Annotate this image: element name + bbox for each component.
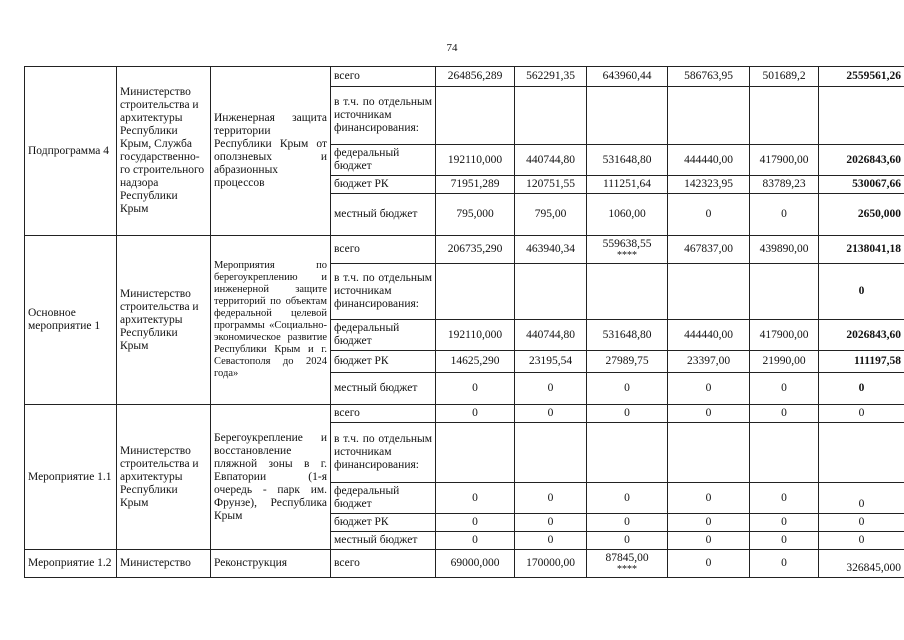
value-cell: 264856,289 [436,67,515,87]
source-cell: бюджет РК [331,176,436,194]
value-cell: 0 [515,483,587,514]
value-cell [668,87,750,145]
value-cell [515,264,587,320]
value-cell: 0 [515,405,587,423]
value-cell [668,423,750,483]
total-cell [819,87,904,145]
value-cell [587,87,668,145]
total-cell: 0 [819,514,904,532]
description-cell: Берегоукрепление и восстановление пляжной зоны в г. Евпатории (1-я очередь - парк им. Фрунзе), Республика Крым [211,405,331,550]
value-cell: 0 [750,373,819,405]
value-cell [750,264,819,320]
value-cell: 0 [750,405,819,423]
table-row [25,405,904,423]
value-cell: 142323,95 [668,176,750,194]
value-cell [436,87,515,145]
value-cell: 0 [668,550,750,578]
program-name-cell: Мероприятие 1.2 [25,550,117,578]
value-cell: 0 [750,532,819,550]
value-cell: 0 [515,373,587,405]
value-cell [587,423,668,483]
value-cell: 14625,290 [436,351,515,373]
source-cell: федеральный бюджет [331,145,436,176]
executor-cell: Министерство строительства и архитектуры Республики Крым [117,236,211,405]
value-cell: 0 [515,532,587,550]
total-cell: 2559561,26 [819,67,904,87]
value-cell: 0 [750,550,819,578]
value-text: 87845,00 [605,552,649,564]
value-cell: 795,000 [436,194,515,236]
total-cell: 2026843,60 [819,145,904,176]
value-cell [436,423,515,483]
value-cell: 444440,00 [668,320,750,351]
value-cell: 795,00 [515,194,587,236]
value-cell: 0 [587,483,668,514]
source-cell: местный бюджет [331,532,436,550]
value-cell: 0 [515,514,587,532]
value-cell: 206735,290 [436,236,515,264]
value-cell: 71951,289 [436,176,515,194]
value-cell: 0 [587,405,668,423]
total-cell: 2138041,18 [819,236,904,264]
value-cell: 0 [436,532,515,550]
description-cell: Мероприятия по берегоукреплению и инженерной защите территорий по объектам федеральной целевой программы «Социально-экономическое развитие Республики Крым и г. Севастополя до 2024 года» [211,236,331,405]
total-cell: 2650,000 [819,194,904,236]
source-cell: федеральный бюджет [331,320,436,351]
source-cell: федеральный бюджет [331,483,436,514]
source-cell: в т.ч. по отдельным источникам финансирования: [331,264,436,320]
value-cell: 23397,00 [668,351,750,373]
value-cell: 0 [587,514,668,532]
source-cell: в т.ч. по отдельным источникам финансирования: [331,87,436,145]
executor-cell: Министерство [117,550,211,578]
value-cell: 417900,00 [750,320,819,351]
table-row [25,550,904,578]
total-cell: 2026843,60 [819,320,904,351]
total-cell: 530067,66 [819,176,904,194]
description-cell: Инженерная защита территории Республики Крым от оползневых и абразионных процессов [211,67,331,236]
value-cell: 0 [668,194,750,236]
source-cell: всего [331,405,436,423]
source-cell: местный бюджет [331,373,436,405]
value-cell: 643960,44 [587,67,668,87]
value-cell: 23195,54 [515,351,587,373]
value-cell: 0 [436,514,515,532]
value-cell: 170000,00 [515,550,587,578]
total-cell: 0 [819,483,904,514]
source-cell: бюджет РК [331,351,436,373]
description-cell: Реконструкция [211,550,331,578]
value-cell [668,264,750,320]
total-cell: 0 [819,264,904,320]
value-cell [436,264,515,320]
value-cell: 467837,00 [668,236,750,264]
total-cell: 111197,58 [819,351,904,373]
total-cell: 326845,000 [819,550,904,578]
value-cell: 21990,00 [750,351,819,373]
value-cell: 0 [750,514,819,532]
value-text: 559638,55 [602,238,652,250]
value-cell: 0 [436,483,515,514]
program-name-cell: Подпрограмма 4 [25,67,117,236]
value-cell: 120751,55 [515,176,587,194]
total-cell: 0 [819,373,904,405]
source-cell: местный бюджет [331,194,436,236]
source-cell: всего [331,550,436,578]
value-cell [587,264,668,320]
value-cell: 111251,64 [587,176,668,194]
value-cell: 417900,00 [750,145,819,176]
total-cell: 0 [819,405,904,423]
source-cell: всего [331,67,436,87]
value-cell [587,550,668,578]
value-cell: 1060,00 [587,194,668,236]
value-cell: 0 [668,373,750,405]
source-cell: бюджет РК [331,514,436,532]
value-cell: 501689,2 [750,67,819,87]
value-cell: 440744,80 [515,320,587,351]
value-cell: 69000,000 [436,550,515,578]
program-name-cell: Мероприятие 1.1 [25,405,117,550]
value-cell: 0 [436,405,515,423]
value-cell: 27989,75 [587,351,668,373]
footnote-mark: **** [617,564,637,575]
value-cell [515,423,587,483]
value-cell: 586763,95 [668,67,750,87]
value-cell: 0 [668,483,750,514]
page-number: 74 [446,42,458,54]
source-cell: всего [331,236,436,264]
budget-table [24,66,904,578]
value-cell: 439890,00 [750,236,819,264]
value-cell: 562291,35 [515,67,587,87]
executor-cell: Министерство строительства и архитектуры Республики Крым [117,405,211,550]
value-cell [750,87,819,145]
value-cell: 192110,000 [436,145,515,176]
value-cell: 0 [436,373,515,405]
value-cell: 444440,00 [668,145,750,176]
value-cell [587,236,668,264]
value-cell: 440744,80 [515,145,587,176]
value-cell: 531648,80 [587,320,668,351]
value-cell: 83789,23 [750,176,819,194]
value-cell: 0 [750,483,819,514]
value-cell [750,423,819,483]
value-cell: 0 [750,194,819,236]
value-cell [515,87,587,145]
value-cell: 192110,000 [436,320,515,351]
value-cell: 0 [668,532,750,550]
total-cell [819,423,904,483]
value-cell: 0 [587,532,668,550]
footnote-mark: **** [617,250,637,261]
value-cell: 0 [668,514,750,532]
executor-cell: Министерство строительства и архитектуры Республики Крым, Служба государственно-го строительного надзора Республики Крым [117,67,211,236]
value-cell: 0 [668,405,750,423]
value-cell: 463940,34 [515,236,587,264]
source-cell: в т.ч. по отдельным источникам финансирования: [331,423,436,483]
total-cell: 0 [819,532,904,550]
table-row [25,236,904,264]
value-cell: 0 [587,373,668,405]
program-name-cell: Основное мероприятие 1 [25,236,117,405]
table-row [25,67,904,87]
value-cell: 531648,80 [587,145,668,176]
